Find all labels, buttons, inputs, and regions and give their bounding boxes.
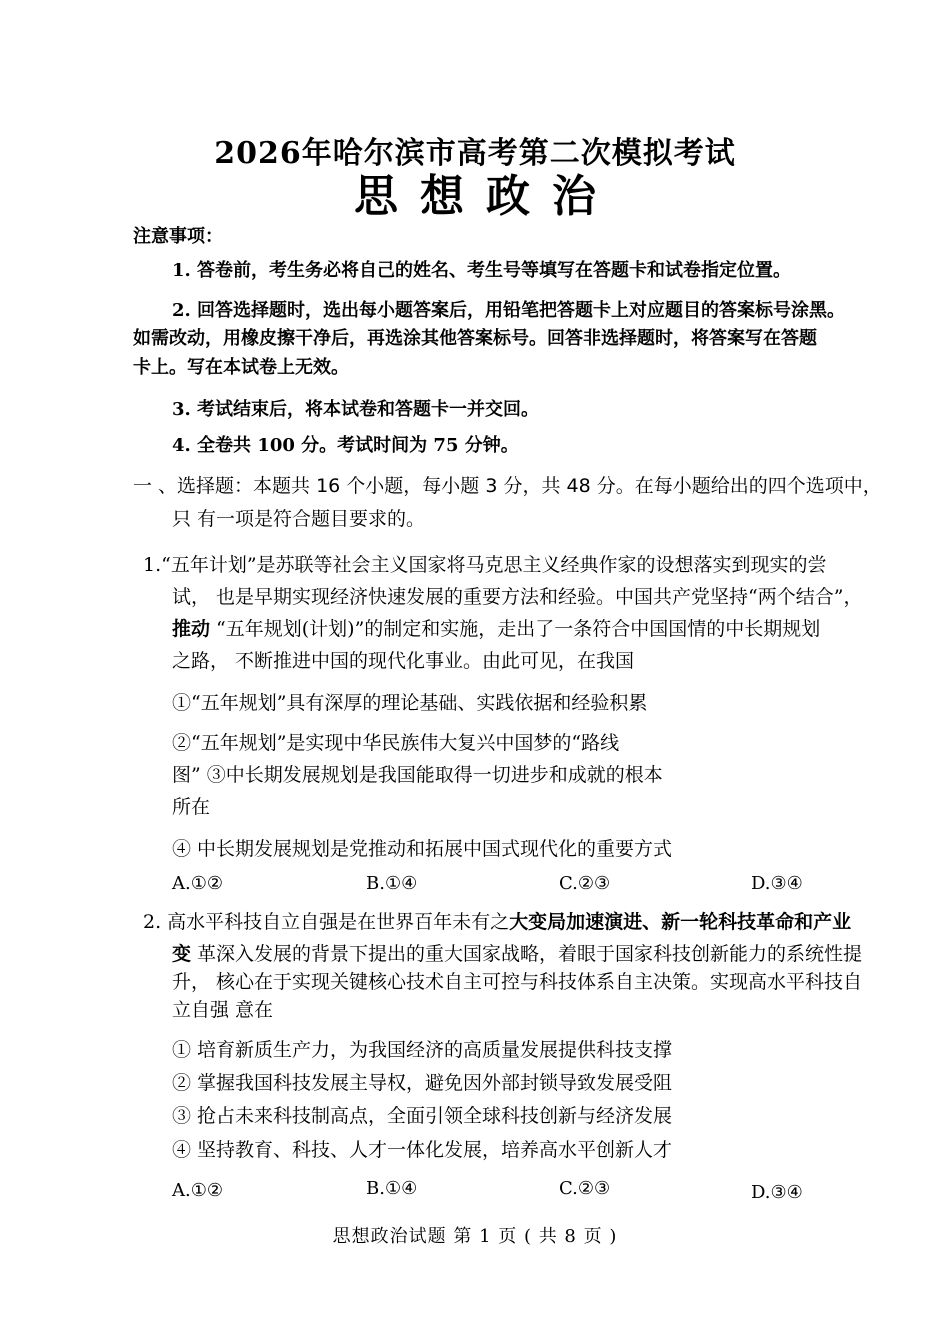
q2-stem-line-1	[143, 906, 851, 938]
q1-option-2-line-3: 所在	[172, 796, 211, 818]
q2-option-4: ④ 坚持教育、科技、人才一体化发展，培养高水平创新人才	[172, 1139, 673, 1161]
q1-option-2-line-2: 图” ③中长期发展规划是我国能取得一切进步和成就的根本	[172, 764, 663, 786]
q1-choice-c: C.②③	[559, 873, 611, 894]
q1-stem-line-3-rest: “五年规划(计划)”的制定和实施，走出了一条符合中国国情的中长期规划	[210, 618, 821, 640]
note-2-line-3: 卡上。写在本试卷上无效。	[133, 357, 349, 378]
q2-option-3: ③ 抢占未来科技制高点，全面引领全球科技创新与经济发展	[172, 1105, 673, 1127]
q1-stem-line-3	[172, 613, 820, 645]
page-footer: 思想政治试题 第 1 页 ( 共 8 页 )	[332, 1226, 618, 1247]
q1-choice-d: D.③④	[751, 873, 803, 894]
q1-choice-a: A.①②	[172, 873, 223, 894]
q2-choice-b: B.①④	[366, 1178, 418, 1199]
q1-option-1: ①“五年规划”具有深厚的理论基础、实践依据和经验积累	[172, 692, 648, 714]
note-3: 3. 考试结束后，将本试卷和答题卡一并交回。	[172, 399, 540, 420]
subject-title: 思想政治	[354, 171, 618, 222]
q2-choice-a: A.①②	[172, 1180, 223, 1201]
note-1: 1. 答卷前，考生务必将自己的姓名、考生号等填写在答题卡和试卷指定位置。	[172, 260, 792, 281]
q2-stem-line-1-start: 2. 高水平科技自立自强是在世界百年未有之	[143, 911, 510, 933]
section-heading-line-2: 只 有一项是符合题目要求的。	[172, 508, 426, 530]
note-4: 4. 全卷共 100 分。考试时间为 75 分钟。	[172, 435, 519, 456]
exam-title: 2026年哈尔滨市高考第二次模拟考试	[214, 136, 736, 171]
q1-bold-word: 推动	[172, 618, 211, 640]
q2-stem-line-2-rest: 革深入发展的背景下提出的重大国家战略，着眼于国家科技创新能力的系统性提	[191, 943, 863, 965]
q1-option-2-line-1: ②“五年规划”是实现中华民族伟大复兴中国梦的“路线	[172, 732, 620, 754]
q1-choice-b: B.①④	[366, 873, 418, 894]
q2-bold-phrase: 大变局加速演进、新一轮科技革命和产业	[509, 911, 852, 933]
q2-bold-word: 变	[172, 943, 192, 965]
notes-heading: 注意事项：	[133, 226, 223, 247]
q2-option-1: ① 培育新质生产力，为我国经济的高质量发展提供科技支撑	[172, 1039, 673, 1061]
q1-option-4: ④ 中长期发展规划是党推动和拓展中国式现代化的重要方式	[172, 838, 673, 860]
q1-stem-line-2: 试， 也是早期实现经济快速发展的重要方法和经验。中国共产党坚持“两个结合”，	[172, 586, 863, 608]
q2-choice-c: C.②③	[559, 1178, 611, 1199]
note-2-line-2: 如需改动，用橡皮擦干净后，再选涂其他答案标号。回答非选择题时，将答案写在答题	[133, 328, 817, 349]
q2-option-2: ② 掌握我国科技发展主导权，避免因外部封锁导致发展受阻	[172, 1072, 673, 1094]
q1-stem-line-4: 之路， 不断推进中国的现代化事业。由此可见，在我国	[172, 650, 635, 672]
section-heading-line-1: 一 、选择题：本题共 16 个小题，每小题 3 分，共 48 分。在每小题给出的四个选项中，	[133, 475, 882, 497]
q1-stem-line-1: 1.“五年计划”是苏联等社会主义国家将马克思主义经典作家的设想落实到现实的尝	[143, 554, 827, 576]
q2-choice-d: D.③④	[751, 1182, 803, 1203]
q2-stem-line-3: 升， 核心在于实现关键核心技术自主可控与科技体系自主决策。实现高水平科技自	[172, 971, 863, 993]
note-2-line-1: 2. 回答选择题时，选出每小题答案后，用铅笔把答题卡上对应题目的答案标号涂黑。	[172, 300, 846, 321]
q2-stem-line-4: 立自强 意在	[172, 999, 274, 1021]
